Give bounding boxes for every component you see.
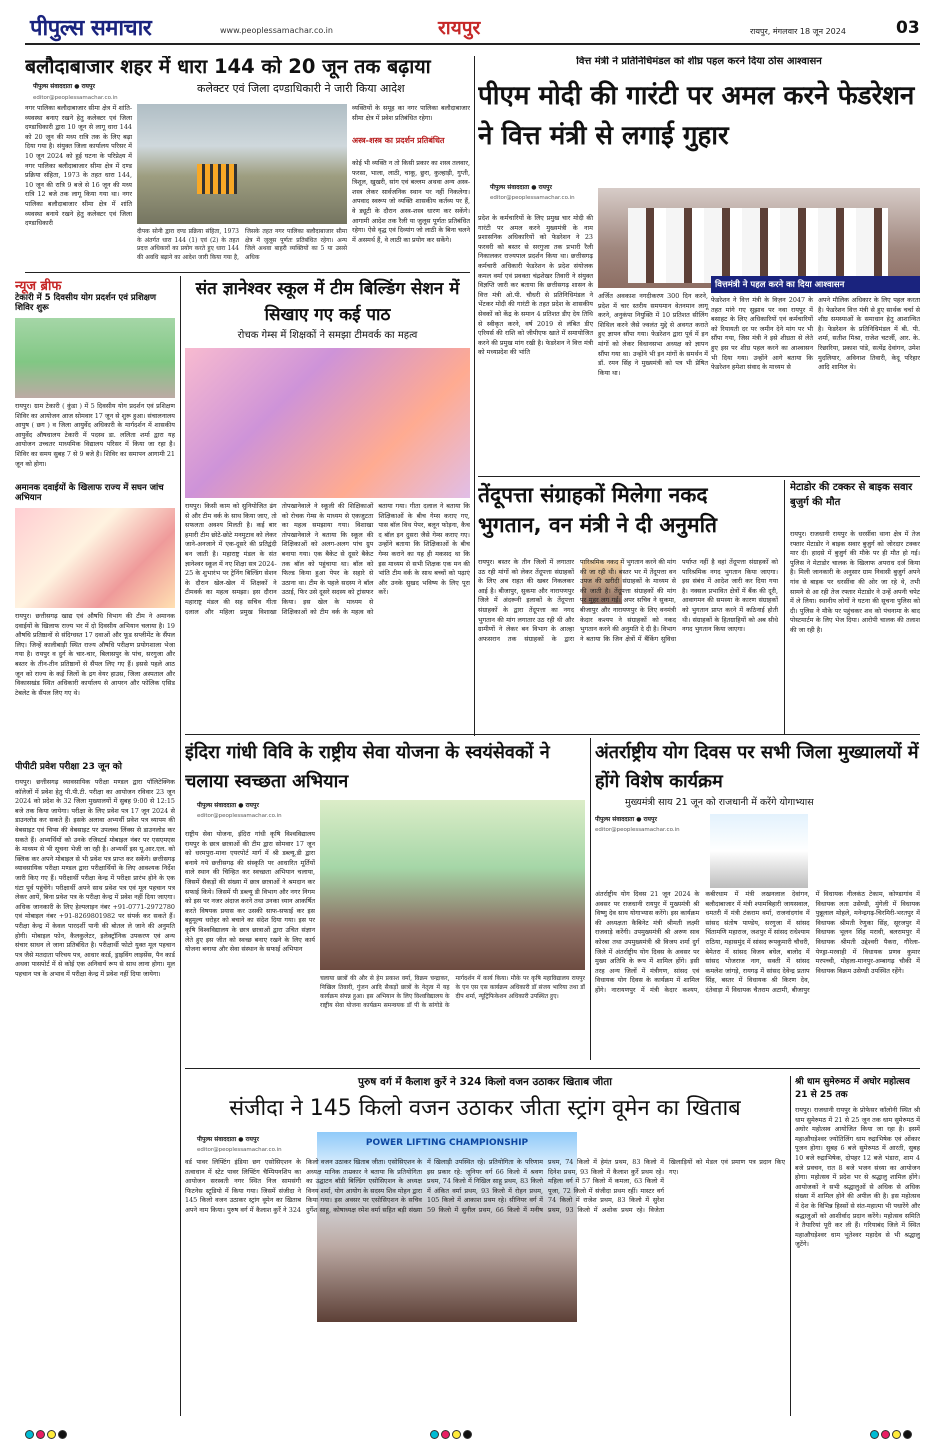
barricade-icon <box>197 164 237 194</box>
headline: अंतर्राष्ट्रीय योग दिवस पर सभी जिला मुख्यालयों में होंगे विशेष कार्यक्रम <box>595 742 919 792</box>
side-text-2: कोई भी व्यक्ति न तो किसी प्रकार का शस्त्र तलवार, फरसा, भाला, लाठी, चाकू, छुरा, कुल्हाड़ी, गुप्ती, त्रिशूल, खुखरी, सांग एवं बल्लम अथवा अन्य अस्त्र-शस्त्र लेकर सार्वजनिक स्थान पर नहीं निकलेगा। अपवाद स्वरूप जो व्यक्ति शासकीय कर्तव्य पर हैं, वे ड्यूटी के दौरान अस्त्र-शस्त्र धारण कर सकेंगे। आगामी आदेश तक रैली या जुलूस पूर्णतः प्रतिबंधित रहेगा। ऐसे वृद्ध एवं दिव्यांग जो लाठी के बिना चलने में असमर्थ हैं, वे लाठी का प्रयोग कर सकेंगे। <box>352 159 470 244</box>
byline: पीपुल्स संवाददाता ● रायपुर <box>490 184 552 191</box>
brief-text-1: रायपुर। ग्राम टेकारी ( कुंडा ) में 5 दिवसीय योग प्रदर्शन एवं प्रशिक्षण शिविर का आयोजन आज सोमवार 17 जून से शुरू हुआ। संचालनालय आयुष ( छग ) व जिला आयुर्वेद अधिकारी के मार्गदर्शन में शासकीय आयुर्वेद औषधालय टेकारी में पदस्थ डा. ललिता शर्मा द्वारा यह आयोजन उच्चतर माध्यमिक विद्यालय परिसर में किया जा रहा है। शिविर का समय सुबह 7 से 9 बजे है। शिविर का समापन आगामी 21 जून को होगा। <box>15 402 175 468</box>
article-body-2: अर्जित अवकाश नगदीकरण 300 दिन करने, प्रदेश में चार स्तरीय समयमान वेतनमान लागू करने, अनुकंपा नियुक्ति में 10 प्रतिशत सीलिंग शिथिल करने जैसे ज्वलंत मुद्दे से अवगत कराते हुए ज्ञापन सौंपा गया। फेडरेशन द्वारा पूर्व में इन मांगों को लेकर विधानसभा अध्यक्ष को ज्ञापन सौंपा गया था। उन्होंने भी इन मांगों के समर्थन में डॉ. रमन सिंह ने मुख्यमंत्री को पत्र भी प्रेषित किया था। <box>598 292 708 377</box>
chief-minister-yoga-photo <box>710 814 808 888</box>
cmyk-marks <box>0 1424 945 1440</box>
subheadline: मुख्यमंत्री साय 21 जून को राजधानी में करेंगे योगाभ्यास <box>625 797 814 808</box>
byline: पीपुल्स संवाददाता ● रायपुर <box>595 816 657 823</box>
issue-date: रायपुर, मंगलवार 18 जून 2024 <box>750 27 846 36</box>
headline: संजीदा ने 145 किलो वजन उठाकर जीता स्ट्रांग वूमेन का खिताब <box>229 1096 741 1121</box>
cleanliness-drive-photo <box>320 800 585 970</box>
article-body: राष्ट्रीय सेवा योजना, इंदिरा गांधी कृषि विश्वविद्यालय रायपुर के छात्र छात्राओं की टीम द्वारा सोमवार 17 जून को धरमपुरा-माना एयरपोर्ट मार्ग में श्री डब्ल्यू.डी द्वारा बनाये गये छत्तीसगढ़ की संस्कृति पर आधारित मूर्तियों वाले स्थान की चिन्हित कर स्वच्छता अभियान चलाया, जिसमें सैकड़ों की संख्या में छात्र छात्राओं ने श्रमदान कर सफाई किये। जिसमें पी डब्ल्यू डी विभाग और नगर निगम को इस पर नजर अंदाज करने तथा उनका ध्यान आकर्षित करते विषयक प्रयास कर उसकी साफ-सफाई कर इस बहुमूल्य धरोहर को बचाने का संदेश दिया गया। इस पर कृषि विश्वविद्यालय के छात्र छात्राओं द्वारा उचित संज्ञान लेते हुए इस जीत को स्वच्छ बनाए रखने के लिए कार्य योजना बनाया और सेवा संस्थान के सफाई अभियान <box>185 830 315 954</box>
email: editor@peoplessamachar.co.in <box>197 1147 282 1153</box>
article-dhara-144 <box>25 56 470 272</box>
article-body: रायपुर। राजधानी रायपुर के धरसींवा थाना क्षेत्र में तेज रफ्तार मेटाडोर ने बाइक सवार बुजुर्ग को जोरदार टक्कर मार दी। हादसे में बुजुर्ग की मौके पर ही मौत हो गई। पुलिस ने मेटाडोर चालक के खिलाफ अपराध दर्ज किया है। मिली जानकारी के अनुसार ग्राम निवासी बुजुर्ग अपने गांव से बाइक पर धरसींवा की ओर जा रहे थे, तभी सामने से आ रही तेज रफ्तार मेटाडोर ने उन्हें अपनी चपेट में ले लिया। स्थानीय लोगों ने घटना की सूचना पुलिस को दी। पुलिस ने मौके पर पहुंचकर शव को पंचनामा के बाद पोस्टमार्टम के लिए भेज दिया। आरोपी चालक की तलाश की जा रही है। <box>790 530 920 634</box>
subheadline: कलेक्टर एवं जिला दण्डाधिकारी ने जारी किया आदेश <box>197 82 405 95</box>
side-subhead: अस्त्र-शस्त्र का प्रदर्शन प्रतिबंधित <box>352 136 445 145</box>
byline: पीपुल्स संवाददाता ● रायपुर <box>33 83 95 90</box>
article-body: रायपुर। बस्तर के तीन जिलों में लगातार उठ रही मांगों को लेकर तेंदूपत्ता संग्राहकों के लिए अब राहत की खबर निकलकर आई है। बीजापुर, सुकमा और नारायणपुर जिले में अंदरूनी इलाकों के तेंदूपत्ता संग्राहकों के द्वारा तेंदूपत्ता का नगद भुगतान की मांग लगातार उठ रही थी और ग्रामीणों ने लेकर बन विभाग के आल्हा अफसरान तक संग्राहकों के द्वारा पारिश्रमिक नकद में भुगतान करने की मांग की जा रही थी। बस्तर भर में तेंदूपत्ता वन उपज की खरीदी संग्राहकों के माध्यम से की जाती है। तेंदूपत्ता संग्राहकों की मांग पर मुहर लग गई। अपर सचिव ने सुकमा, बीजापुर और नारायणपुर के लिए वनमंत्री केदार कश्यप ने संग्राहकों को नकद भुगतान करने की अनुमति दे दी है। विभाग ने बताया कि जिन क्षेत्रों में बैंकिंग सुविधा पर्याप्त नहीं है वहां तेंदूपत्ता संग्राहकों को पारिश्रमिक नगद भुगतान किया जाएगा। इस संबंध में आदेश जारी कर दिया गया है। नक्सल प्रभावित क्षेत्रों में बैंक की दूरी, आवागमन की समस्या के कारण संग्राहकों को भुगतान प्राप्त करने में कठिनाई होती थी। संग्राहकों के हितग्राहियों को अब सीधे नगद भुगतान किया जाएगा। <box>478 558 778 643</box>
article-aghor-festival <box>795 1076 920 1416</box>
delegation-photo <box>598 188 920 288</box>
article-powerlifting <box>185 1076 785 1416</box>
site-url: www.peoplessamachar.co.in <box>220 26 333 35</box>
police-barricade-photo <box>137 104 347 224</box>
page-number: 03 <box>896 18 920 38</box>
byline: पीपुल्स संवाददाता ● रायपुर <box>197 1136 259 1143</box>
masthead <box>0 0 945 46</box>
championship-banner: POWER LIFTING CHAMPIONSHIP <box>365 1138 529 1148</box>
article-body: वर्ड पावर लिफ्टिंग इंडिया छग एसोसिएशन के तत्वाधान में स्टेट पावर लिफ्टिंग चैम्पियनशिप का आयोजन सरस्वती नगर स्थित निज सामसंगी फिटनेस स्टूडियो में किया गया। जिसमें संजीदा ने 145 किलो वजन उठाकर स्ट्रांग वूमेन का खिताब अपने नाम किया। पुरुष वर्ग में कैलाश कुर्रे ने 324 किलो वजन उठाकर खिताब जीता। एसोसिएशन के अध्यक्ष मानिक ताम्रकार ने बताया कि प्रतियोगिता का उद्घाटन बॉडी बिल्डिंग एसोसिएशन के अध्यक्ष विनय शर्मा, योग आयोग के सदस्य शिव मोहन द्वारा किया गया। इस अवसर पर एसोसिएशन के सचिव दुर्गेश साहू, कोषाध्यक्ष रमेश वर्मा सहित बड़ी संख्या में खिलाड़ी उपस्थित रहे। प्रतियोगिता के परिणाम इस प्रकार रहे: जूनियर वर्ग 66 किलो में श्रवण प्रथम, 74 किलो में निखिल साहू प्रथम, 83 किलो में अंकित वर्मा प्रथम, 93 किलो में रोहन प्रथम, 105 किलो में आकाश प्रथम रहे। सीनियर वर्ग में 59 किलो में सुनील प्रथम, 66 किलो में मनीष प्रथम, 74 किलो में हेमंत प्रथम, 83 किलो में दिनेश प्रथम, 93 किलो में कैलाश कुर्रे प्रथम रहे। महिला वर्ग में 57 किलो में कमला, 63 किलो में पूजा, 72 किलो में संजीदा प्रथम रहीं। मास्टर वर्ग 74 किलो में राजेश प्रथम, 83 किलो में सुरेश प्रथम, 93 किलो में अशोक प्रथम रहे। विजेता खिलाड़ियों को मेडल एवं प्रमाण पत्र प्रदान किए गए। <box>185 1158 785 1214</box>
teachers-photo <box>185 348 470 498</box>
headline: पीएम मोदी की गारंटी पर अमल करने फेडरेशन ने वित्त मंत्री से लगाई गुहार <box>478 81 915 151</box>
headline: इंदिरा गांधी विवि के राष्ट्रीय सेवा योजना के स्वयंसेवकों ने चलाया स्वच्छता अभियान <box>185 742 550 792</box>
article-nss-cleanliness <box>185 738 585 1060</box>
email: editor@peoplessamachar.co.in <box>490 195 575 201</box>
headline: मेटाडोर की टक्कर से बाइक सवार बुजुर्ग की मौत <box>790 482 913 508</box>
article-body-1: प्रदेश के कर्मचारियों के लिए प्रमुख चार मोदी की गारंटी पर अमल करने मुख्यमंत्री के नाम प्रशासनिक अधिकारियों को फेडरेशन ने 23 फरवरी को बस्तर से सरगुजा तक प्रभारी रैली निकालकर राज्यपाल प्रदर्शन किया था। छत्तीसगढ़ कर्मचारी अधिकारी फेडरेशन के प्रदेश संयोजक कमल वर्मा एवं प्रवक्ता चंद्रशेखर तिवारी ने संयुक्त विज्ञप्ति जारी कर बताया कि छत्तीसगढ़ शासन के वित्त मंत्री ओ.पी. चौधरी से प्रतिनिधिमंडल ने भेंटकर मोदी की गारंटी के तहत प्रदेश के शासकीय सेवकों को केंद्र के समान 4 प्रतिशत डीए देय तिथि से स्वीकृत करने, वर्ष 2019 से लंबित डीए एरियर्स की राशि को जीपीएफ खाते में समायोजित करने की प्रमुख मांग रखी है। फेडरेशन ने वित्त मंत्री को मध्यप्रदेश की भांति <box>478 214 593 357</box>
inset-heading: वित्तमंत्री ने पहल करने का दिया आश्वासन <box>711 276 920 293</box>
paper-logo: पीपुल्स समाचार <box>30 16 152 41</box>
article-body: अंतर्राष्ट्रीय योग दिवस 21 जून 2024 के अवसर पर राजधानी रायपुर में मुख्यमंत्री श्री विष्णु देव साय योगाभ्यास करेंगे। इस कार्यक्रम की अध्यक्षता कैबिनेट मंत्री श्रीमती लक्ष्मी राजवाड़े करेंगी। उपमुख्यमंत्री श्री अरुण साव कोरबा तथा उपमुख्यमंत्री श्री विजय शर्मा दुर्ग जिले में अंतर्राष्ट्रीय योग दिवस के अवसर पर मुख्य अतिथि के रूप में शामिल होंगे। इसी तरह अन्य जिलों में मंत्रीगण, सांसद एवं विधायक योग दिवस के कार्यक्रम में शामिल होंगे। नारायणपुर में मंत्री केदार कश्यप, कबीरधाम में मंत्री लखनलाल देवांगन, बलौदाबाजार में मंत्री श्यामबिहारी जायसवाल, धमतरी में मंत्री टंकराम वर्मा, राजनांदगांव में सांसद संतोष पाण्डेय, सरगुजा में सांसद चिंतामणि महाराज, जशपुर में सांसद राधेश्याम राठिया, महासमुंद में सांसद रूपकुमारी चौधरी, बेमेतरा में सांसद विजय बघेल, बालोद में सांसद भोजराज नाग, सक्ती में सांसद कमलेश जांगड़े, रायगढ़ में सांसद देवेन्द्र प्रताप सिंह, बस्तर में विधायक श्री किरण देव, दंतेवाड़ा में विधायक चैतराम अटामी, बीजापुर में विधायक नीलकंठ टेकाम, कोण्डागांव में विधायक लता उसेण्डी, मुंगेली में विधायक पुन्नूलाल मोहले, मनेन्द्रगढ़-चिरमिरी-भरतपुर में विधायक श्रीमती रेणुका सिंह, सूरजपुर में विधायक भूलन सिंह मरावी, बलरामपुर में विधायक श्रीमती उद्देश्वरी पैकरा, गौरेला-पेण्ड्रा-मरवाही में विधायक प्रणव कुमार मरपच्ची, मोहला-मानपुर-अम्बागढ़ चौकी में विधायक विक्रम उसेण्डी उपस्थित रहेंगे। <box>595 890 920 994</box>
article-federation <box>478 56 920 474</box>
inset-box <box>711 276 920 474</box>
brief-headline-3: पीपीटी प्रवेश परीक्षा 23 जून को <box>15 762 123 772</box>
kicker: पुरुष वर्ग में कैलाश कुर्रे ने 324 किलो वजन उठाकर खिताब जीता <box>358 1076 612 1088</box>
article-body: रायपुर। किसी काम को सुनियोजित ढंग से और टीम वर्क के साथ किया जाए, तो सफलता अवश्य मिलती है। कई बार हमारी टीम छोटे-छोटे मनमुटाव को लेकर जाने-अनजाने में एक-दूसरे की प्रतिद्वंदी बन जाती है। महाराष्ट्र मंडल के संत ज्ञानेश्वर स्कूल में नए शिक्षा सत्र 2024-25 के शुभारंभ पर ट्रेनिंग बिल्डिंग सेशन के दौरान खेल-खेल में शिक्षकों ने टीमवर्क का महत्व समझा। इस दौरान महाराष्ट्र मंडल की सह सचिव गीता दलाल और महिला प्रमुख विशाखा तोपखानेवाले ने स्कूली की शिक्षिकाओं को रोचक गेम्स के माध्यम से एकजुटता का महत्व समझाया गया। विशाखा तोपखानेवाले ने बताया कि स्कूल की शिक्षिकाओं को अलग-अलग पांच ग्रुप बनाया गया। एक बैकेट से दूसरे बैकेट तक बॉल को पहुंचाया था। बॉल को फिल्ड किया हुआ पेपर के सहारे से उठाना था। टीम के पहले सदस्य ने बॉल उठाई, फिर उसे दूसरे सदस्य को ट्रांसफर किया। इस खेल के माध्यम से शिक्षिकाओं को टीम वर्क के महत्व को बताया गया। गीता दलाल ने बताया कि शिक्षिकाओं के बीच गेम्स कराए गए, पास बॉल विथ पेपर, बलून फोड़ना, कैच द बॉल इन दुसरा जैसे गेम्स कराए गए। उन्होंने बताया कि शिक्षिकाओं के बीच गेम्स कराने का यह ही मकसद था कि इस माध्यम से सभी शिक्षक एक मन की भांति टीम वर्क के साथ बच्चों को पढ़ाएं और उनके सुखद भविष्य के लिए पूरा करें। <box>185 502 470 616</box>
article-tendupatta <box>478 480 778 730</box>
email: editor@peoplessamachar.co.in <box>197 813 282 819</box>
photo-caption: दीपक सोनी द्वारा दण्ड प्रक्रिया संहिता, 1973 के अंतर्गत धारा 144 (1) एवं (2) के तहत प्रदत्त अधिकारों का प्रयोग करते हुए धारा 144 की अवधि बढ़ाने का आदेश जारी किया गया है, जिसके तहत नगर पालिका बलौदाबाजार सीमा क्षेत्र में जुलूस पूर्णतः प्रतिबंधित रहेगा। अन्य जिले अथवा बाहरी व्यक्तियों का 5 या उससे अधिक <box>137 228 347 261</box>
headline: संत ज्ञानेश्वर स्कूल में टीम बिल्डिंग सेशन में सिखाए गए कई पाठ <box>195 279 460 325</box>
article-metador-accident <box>790 480 920 730</box>
article-team-building <box>185 276 470 720</box>
inset-text-1: फेडरेशन ने वित्त मंत्री के विज़न 2047 के तहत मांगे गए सुझाव पर नवा रायपुर में बसाहट के लिए अधिकारियों एवं कर्मचारियों को रियायती दर पर जमीन देने मांग पर भी सौंपा गया, जिस मंत्री ने इसे शीघ्रता से लेते हुए इस पर शीघ्र पहल करने का आश्वासन भी दिया गया। उन्होंने आगे बताया कि फेडरेशन हमेशा संवाद के माध्यम से <box>711 296 813 372</box>
inset-text-2: अपने मौलिक अधिकार के लिए पहल करता है। फेडरेशन वित्त मंत्री से हुए सार्थक चर्चा से शीघ्र समस्याओं के समाधान हेतु आशान्वित है। फेडरेशन के प्रतिनिधिमंडल में बी. पी. शर्मा, सतीश मिश्रा, राजेश चटर्जी, आर. के. रिछारिया, प्रकाश पांडे, सत्येंद्र देवांगन, उमेश मुदलियार, अविनाश तिवारी, केदू परिहार आदि शामिल थे। <box>818 296 920 372</box>
byline: पीपुल्स संवाददाता ● रायपुर <box>197 802 259 809</box>
brief-headline-2: अमानक दवाईयों के खिलाफ राज्य में सघन जांच अभियान <box>15 483 164 503</box>
news-brief-column <box>15 276 175 1416</box>
yoga-camp-photo <box>15 318 175 398</box>
news-brief-label: न्यूज ब्रीफ <box>15 279 62 294</box>
article-body: नगर पालिका बलौदाबाजार सीमा क्षेत्र में शांति-व्यवस्था बनाए रखने हेतु कलेक्टर एवं जिला दण्डाधिकारी द्वारा 10 जून से लागू धारा 144 को 20 जून की मध्य रात्रि तक के लिए बढ़ा दिया गया है। संयुक्त जिला कार्यालय परिसर में 10 जून 2024 को हुई घटना के परिप्रेक्ष्य में नगर पालिका बलौदाबाजार सीमा क्षेत्र में दण्ड प्रक्रिया संहिता, 1973 के तहत धारा 144, 10 जून की रात्रि 9 बजे से 16 जून की मध्य रात्रि 12 बजे तक लागू किया गया था। नगर पालिका बलौदाबाजार सीमा क्षेत्र में शांति व्यवस्था बनाये रखने हेतु कलेक्टर एवं जिला दण्डाधिकारी <box>25 104 132 228</box>
kicker: वित्त मंत्री ने प्रतिनिधिमंडल को शीघ्र पहल करने दिया ठोस आश्वासन <box>576 56 822 67</box>
brief-text-3: रायपुर। छत्तीसगढ़ व्यावसायिक परीक्षा मण्डल द्वारा पॉलिटेक्निक कॉलेजों में प्रवेश हेतु पी.पी.टी. परीक्षा का आयोजन रविवार 23 जून 2024 को प्रदेश के 32 जिला मुख्यालयों में सुबह 9:00 से 12:15 बजे तक किया जायेगा। परीक्षा के लिए प्रवेश पत्र 17 जून 2024 से डाउनलोड कर सकते हैं। इसके अलावा अभ्यर्थी प्रवेश पत्र व्यापम की वेबसाइट एवं चिप्स की वेबसाइट पर उपलब्ध लिंक्स से डाउनलोड कर सकते हैं। अभ्यर्थियों को उनके रजिस्टर्ड मोबाइल नंबर पर एसएमएस के माध्यम से भी सूचना भेजी जा रही है। अभ्यर्थी इस यू.आर.एल. को क्लिक कर अपने मोबाइल से भी प्रवेश पत्र प्राप्त कर सकेंगे। छत्तीसगढ़ व्यावसायिक परीक्षा मण्डल द्वारा परीक्षार्थियों के लिए आवश्यक निर्देश जारी किए गए हैं। परीक्षार्थी परीक्षा केन्द्र में परीक्षा प्रारंभ होने के एक घंटा पूर्व पहुंचेंगे। परीक्षार्थी अपने साथ प्रवेश पत्र एवं मूल पहचान पत्र लेकर आयें, बिना प्रवेश पत्र के परीक्षा केन्द्र में प्रवेश नहीं दिया जाएगा। अधिक जानकारी के लिए हेल्पलाइन नंबर +91-0771-2972780 एवं मोबाइल नंबर +91-8269801982 पर संपर्क कर सकते हैं। परीक्षा केन्द्र में केवल पारदर्शी पानी की बोतल ले जाने की अनुमति होगी। मोबाइल फोन, कैलकुलेटर, इलेक्ट्रॉनिक उपकरण एवं अन्य संचार साधन ले जाना प्रतिबंधित है। परीक्षार्थी फोटो युक्त मूल पहचान पत्र जैसे मतदाता परिचय पत्र, आधार कार्ड, ड्राइविंग लाइसेंस, पैन कार्ड अथवा पासपोर्ट में से कोई एक अनिवार्य रूप से साथ लाना होगा। मूल पहचान पत्र के अभाव में परीक्षा केन्द्र में प्रवेश नहीं दिया जायेगा। <box>15 778 175 978</box>
photo-caption: चलाया छात्रों की और से हेम प्रकाश वर्मा, विक्रम चन्द्राकर, निखिल तिवारी, गुंजन आदि सैकड़ों छात्रों के नेतृत्व में यह कार्यक्रम संपन्न हुआ। इस अभियान के लिए विश्वविद्यालय के राष्ट्रीय सेवा योजना कार्यक्रम समन्वयक डॉ पी के सांगोडे के मार्गदर्शन में कार्य किया। मौके पर कृषि महाविद्यालय रायपुर के एन एस एस कार्यक्रम अधिकारी डॉ संजय भारिया तथा डॉ दीप शर्मा, न्यूट्रिफिकेशन अधिकारी उपस्थित हुए। <box>320 975 585 1009</box>
subheadline: रोचक गेम्स में शिक्षकों ने समझा टीमवर्क का महत्व <box>237 330 418 341</box>
article-body: रायपुर। राजधानी रायपुर के प्रोफेसर कॉलोनी स्थित श्री धाम सुमेरुमठ में 21 से 25 जून तक धाम सुमेरुमठ में अघोर महोत्सव आयोजित किया जा रहा है। इसमें महाऔघड़ेश्वर ज्योतिलिंग धाम रुद्राभिषेक एवं ओंकार पूजन होगा। सुबह 6 बजे सुमेरुमठ में आरती, सुबह 10 बजे रुद्राभिषेक, दोपहर 12 बजे भंडारा, शाम 4 बजे प्रवचन, रात 8 बजे भजन संध्या का आयोजन होगा। महोत्सव में प्रदेश भर से श्रद्धालु शामिल होंगे। आयोजकों ने सभी श्रद्धालुओं से अधिक से अधिक संख्या में शामिल होने की अपील की है। इस महोत्सव में देश के विभिन्न हिस्सों से संत-महात्मा भी पधारेंगे और श्रद्धालुओं को आशीर्वाद प्रदान करेंगे। महोत्सव समिति ने तैयारियां पूरी कर ली हैं। गरियाबंद जिले में स्थित महाऔघड़ेश्वर धाम भूतेश्वर महादेव से भी श्रद्धालु जुटेंगे। <box>795 1106 920 1249</box>
email: editor@peoplessamachar.co.in <box>595 827 680 833</box>
email: editor@peoplessamachar.co.in <box>33 95 118 101</box>
people-icon <box>628 208 888 283</box>
medicines-photo <box>15 508 175 608</box>
side-text-1: व्यक्तियों के समूह का नगर पालिका बलौदाबाजार सीमा क्षेत्र में प्रवेश प्रतिबंधित रहेगा। <box>352 104 470 122</box>
city-label: रायपुर <box>438 17 481 39</box>
brief-headline-1: टेकारी में 5 दिवसीय योग प्रदर्शन एवं प्रशिक्षण शिविर शुरू <box>15 293 156 313</box>
headline: बलौदाबाजार शहर में धारा 144 को 20 जून तक बढ़ाया <box>25 56 431 78</box>
headline: तेंदूपत्ता संग्राहकों मिलेगा नकद भुगतान, वन मंत्री ने दी अनुमति <box>478 483 718 537</box>
headline: श्री धाम सुमेरुमठ में अघोर महोत्सव 21 से 25 तक <box>795 1077 910 1100</box>
brief-text-2: रायपुर। छत्तीसगढ़ खाद्य एवं औषधि विभाग की टीम ने अमानक दवाईयों के खिलाफ राज्य भर में दो दिवसीय अभियान चलाया है। 19 औषधि प्रतिष्ठानों से संदिग्धस्त 17 दवाओं और फूड सप्लीमेंट के सैंपल लिए। जिन्हें कालीबाड़ी स्थित राज्य औषधि परीक्षण प्रयोगशाला भेजा गया है। रायपुर व दुर्ग के चार-चार, बिलासपुर के पांच, सरगुजा और बस्तर के तीन-तीन प्रतिष्ठानों से सैंपल लिए गए हैं। इससे पहले आठ जून को राज्य के कई जिलों के द्रग वेयर हाउस, जिला अस्पताल और विकासखंड स्थित अधिकारी कार्यालय से आयरन और फोलिक एसिड टेबलेट के सैंपल लिए गए थे। <box>15 612 175 697</box>
article-yoga-day <box>595 738 920 1060</box>
